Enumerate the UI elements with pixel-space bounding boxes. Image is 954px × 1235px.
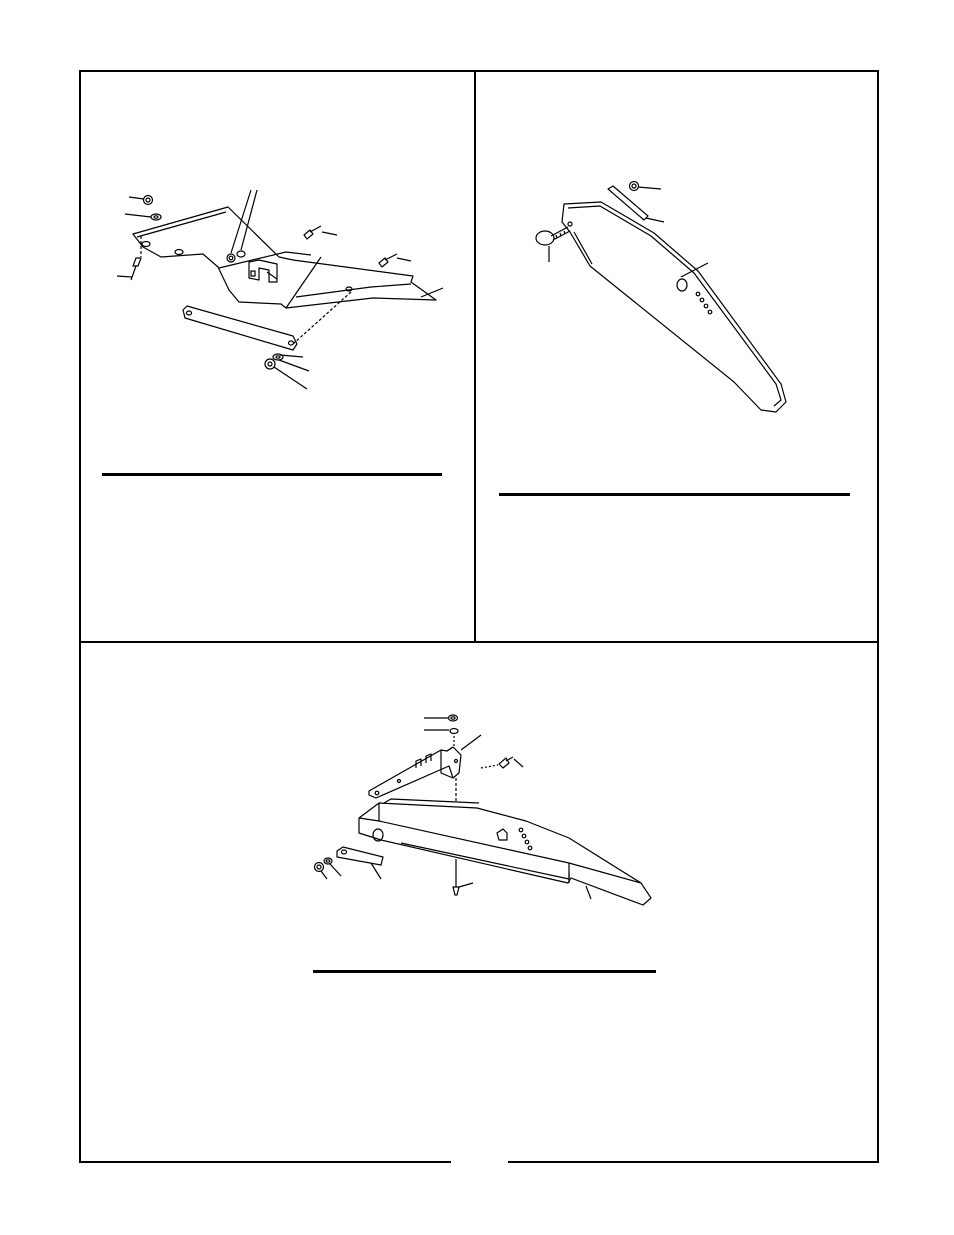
shield-assembly-illustration (81, 72, 474, 641)
figure-rule-top-left (102, 473, 442, 476)
figure-rule-bottom (313, 970, 656, 973)
figure-rule-top-right (499, 493, 850, 496)
side-panel-illustration (476, 72, 875, 641)
figure-panel-top-left (81, 72, 474, 641)
bottom-border-left (79, 1161, 451, 1163)
figure-panel-top-right (476, 72, 875, 641)
frame-bracket-illustration (81, 643, 875, 1161)
figure-panel-bottom (81, 643, 875, 1161)
bottom-border-right (508, 1161, 877, 1163)
